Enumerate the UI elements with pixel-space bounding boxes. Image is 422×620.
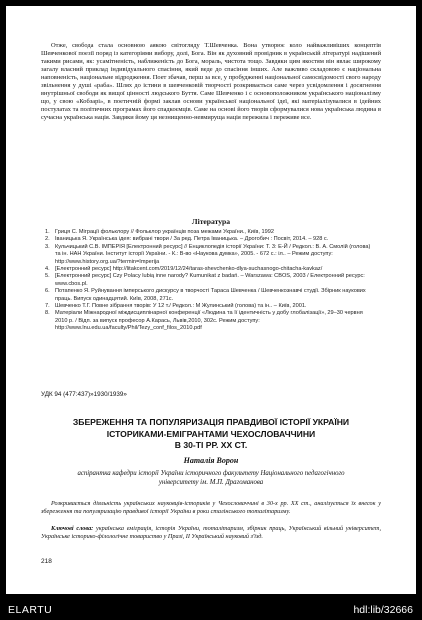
author-affiliation: аспірантка кафедри історії України історичного факультету Національного педагогічного університету ім. М.П. Драгоманова bbox=[77, 470, 345, 486]
literature-heading: Література bbox=[191, 217, 231, 226]
body-paragraph: Отже, свобода стала основною аякою світогляду Т.Шевченка. Вона утворює коло найважливіших концептів Шевченкової поезії поряд із категоріями вибору, долі, Бога. Він як духовний провідник в українській літературі надішений такими рисами, як: усамітненість, наближеність до Бога, мораль, чистота тощо. Завдяки цим якостям він явлає широкому загалу власний приклад індивідуального спасіння, який веде до спасіння інших. Але важливо складовою є національна наповненість, національне відродження. Поет збачав, перш за все, у пробудженні національної самосвідомості свого народу звільнення у душі «раба». Шлях до істини в шевченковій творчості розкривається саме через усвідомлення і досягнення внутрішньої свободи як вищої цінності людського Буття. Саме Шевченко і с основоположником українського націоналізму що, у свою «Кобзарі», в поетичній формі заклав основи української національної ідеї, які матеріалізувалися в ідейних постулатах та політичних програмах його спадкоємців. Саме на основі його творів сформувалися нова українська людина в сучасна українська нація. Завдяки йому ця незнищенно-невмируща нація пережила і переживе все. bbox=[41, 42, 381, 121]
reference-item: 3. Кульчицький С.В. ІМПЕРІЯ [Електронний ресурс] // Енциклопедія історії України: Т. 3: Е-Й / Редкол.: В. А. Смолій (голова) та ін. НАН України. Інститут історії України. - К.: В-во «Наукова думка», 2005. - 672 с.: іл.. – Режим доступу: http://www.history.org.ua/?termin=Imperija bbox=[45, 243, 371, 265]
page-number: 218 bbox=[41, 558, 52, 565]
footer-handle-label: hdl:lib/32666 bbox=[353, 604, 413, 616]
reference-item: 1. Гриця С. Міграції фольклору // Фольклор українців поза межами України., Київ, 1992 bbox=[45, 229, 274, 235]
author-name: Наталія Ворон bbox=[183, 456, 239, 465]
reference-item: 8. Матеріали Міжнародної міждисциплінарної конференції «Людина та її ідентичність у добу глобалізації», 29–30 червня 2010 р. / Відп. за випуск професор А.Карась, Львів,2010, 302с. Режим доступу: http://www.lnu.edu.ua/faculty/Phil/Tezy_conf_filos_2010.pdf bbox=[45, 310, 363, 332]
document-page bbox=[6, 6, 416, 594]
article-title-line: ІСТОРИКАМИ-ЕМІГРАНТАМИ ЧЕХОСЛОВАЧЧИНИ bbox=[106, 428, 316, 439]
keywords bbox=[41, 525, 381, 541]
abstract: Розкривається діяльність українських науковців-істориків у Чехословаччині в 30-х рр. ХХ ст., аналізується їх внесок у збереження та популяризацію правдивої історії України в роки сталінського тоталітаризму. bbox=[41, 500, 381, 515]
reference-item: 7. Шевченко Т.Г. Повне зібрання творів: У 12 т./ Редкол.: М Жулинський (голова) та ін.. – Київ, 2001. bbox=[45, 303, 307, 310]
article-title-line: В 30-ТІ РР. ХХ СТ. bbox=[174, 440, 248, 450]
reference-item: 4. [Електронний ресурс] http://litakcent.com/2019/12/24/taras-shevchenko-dlya-suchasnogo-chitacha-kavkaz/ bbox=[45, 266, 323, 273]
reference-item: 2. Іваницька Я. Українська ідея: вибрані твори / За ред. Петра Іваницька. – Дрогобич : Посвіт, 2014. – 928 с. bbox=[45, 236, 329, 243]
reference-list bbox=[41, 229, 376, 333]
udk-code: УДК 94 (477:437)»1930/1939» bbox=[41, 391, 127, 398]
reference-item: 5. [Електронний ресурс] Czy Polacy lubią inne narody? Kumunikat z badań. – Warszawa: CBOS, 2003 / Електронний ресурс: www.cbos.pl. bbox=[45, 273, 365, 287]
article-title-line: ЗБЕРЕЖЕННЯ ТА ПОПУЛЯРИЗАЦІЯ ПРАВДИВОЇ ІСТОРІЇ УКРАЇНИ bbox=[72, 417, 350, 427]
reference-item: 6. Потапенко Я. Руйнування імперського дискурсу в творчості Тараса Шевченка / Шевченкознавчі студії. Збірник наукових праць. Випуск одинадцятий. Київ, 2008, 271с. bbox=[45, 288, 366, 302]
keywords-text: українська еміграція, історія України, тоталітаризм, збірник праць, Український вільний університет, Українське історико-філологічне товариство у Празі, ІІ Український науковий з'їзд. bbox=[41, 525, 381, 540]
article-title bbox=[26, 417, 396, 452]
footer-repository-label: ELARTU bbox=[8, 604, 53, 616]
keywords-label: Ключові слова: bbox=[51, 525, 94, 532]
